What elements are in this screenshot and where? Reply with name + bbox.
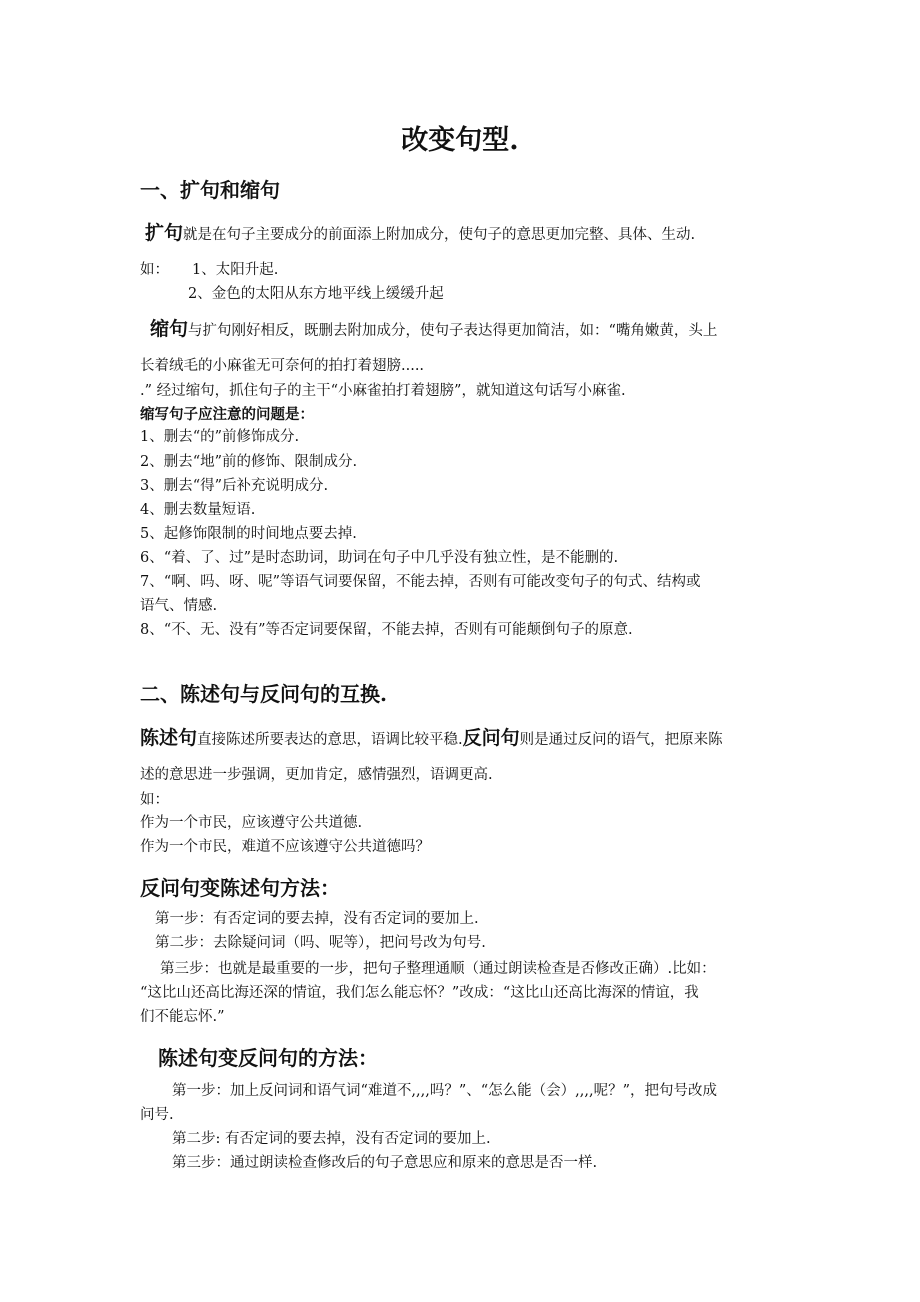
example-1: 1、太阳升起.	[192, 262, 279, 278]
method-1-step: 第一步：有否定词的要去掉，没有否定词的要加上.	[155, 911, 479, 927]
rule-item: 3、删去“得”后补充说明成分.	[140, 478, 329, 494]
rule-item: 7、“啊、吗、呀、呢”等语气词要保留，不能去掉，否则有可能改变句子的句式、结构或	[140, 574, 701, 590]
chenshu-paragraph-line-1	[140, 727, 723, 751]
chenshu-term: 陈述句	[140, 727, 198, 749]
rule-item: 4、删去数量短语.	[140, 502, 256, 518]
method-2-step: 问号.	[140, 1107, 174, 1123]
fanwen-definition: 则是通过反问的语气，把原来陈	[519, 732, 723, 748]
chenshu-paragraph-line-2: 述的意思进一步强调，更加肯定，感情强烈，语调更高.	[140, 767, 493, 783]
chenshu-definition: 直接陈述所要表达的意思，语调比较平稳.	[197, 732, 463, 748]
example-label: 如：	[140, 262, 169, 278]
suoju-definition-1: 与扩句刚好相反，既删去附加成分，使句子表达得更加简洁，如：“嘴角嫩黄，头上	[188, 323, 718, 339]
rule-item: 2、删去“地”前的修饰、限制成分.	[140, 454, 358, 470]
section-heading-2: 二、陈述句与反问句的互换.	[140, 682, 387, 706]
rule-item: 语气、情感.	[140, 598, 218, 614]
notice-heading: 缩写句子应注意的问题是：	[140, 406, 314, 423]
suoju-paragraph-line-3: .” 经过缩句，抓住句子的主干“小麻雀拍打着翅膀”，就知道这句话写小麻雀.	[140, 383, 626, 399]
rule-item: 5、起修饰限制的时间地点要去掉.	[140, 526, 357, 542]
example-label: 如：	[140, 792, 169, 808]
rule-item: 8、“不、无、没有”等否定词要保留，不能去掉，否则有可能颠倒句子的原意.	[140, 622, 633, 638]
kuoju-term: 扩句	[145, 222, 184, 244]
example-2: 作为一个市民，难道不应该遵守公共道德吗？	[140, 839, 430, 855]
kuoju-paragraph	[145, 222, 695, 246]
method-1-step: 第三步：也就是最重要的一步，把句子整理通顺（通过朗读检查是否修改正确）.比如：	[160, 961, 716, 977]
method-1-step: 们不能忘怀.”	[140, 1009, 225, 1025]
kuoju-definition: 就是在句子主要成分的前面添上附加成分，使句子的意思更加完整、具体、生动.	[183, 227, 696, 243]
method-1-heading: 反问句变陈述句方法：	[140, 876, 340, 900]
fanwen-term: 反问句	[462, 727, 520, 749]
method-2-step: 第一步：加上反问词和语气词“难道不,,,,吗？”、“怎么能（会）,,,,呢？”，把句号改成	[172, 1083, 718, 1099]
method-2-step: 第二步: 有否定词的要去掉，没有否定词的要加上.	[172, 1131, 491, 1147]
example-2: 2、金色的太阳从东方地平线上缓缓升起	[188, 286, 444, 302]
section-heading-1: 一、扩句和缩句	[140, 178, 280, 202]
suoju-term: 缩句	[150, 318, 189, 340]
suoju-paragraph-line-2: 长着绒毛的小麻雀无可奈何的拍打着翅膀.....	[140, 358, 425, 374]
suoju-paragraph-line-1	[150, 318, 717, 342]
method-2-step: 第三步：通过朗读检查修改后的句子意思应和原来的意思是否一样.	[172, 1155, 598, 1171]
method-2-heading: 陈述句变反问句的方法：	[158, 1046, 378, 1070]
rule-item: 1、删去“的”前修饰成分.	[140, 429, 300, 445]
page-title: 改变句型.	[401, 125, 519, 156]
method-1-step: “这比山还高比海还深的情谊，我们怎么能忘怀？”改成：“这比山还高比海深的情谊，我	[140, 985, 699, 1001]
method-1-step: 第二步：去除疑问词（吗、呢等），把问号改为句号.	[155, 935, 486, 951]
example-1: 作为一个市民，应该遵守公共道德.	[140, 815, 363, 831]
rule-item: 6、“着、了、过”是时态助词，助词在句子中几乎没有独立性，是不能删的.	[140, 550, 619, 566]
